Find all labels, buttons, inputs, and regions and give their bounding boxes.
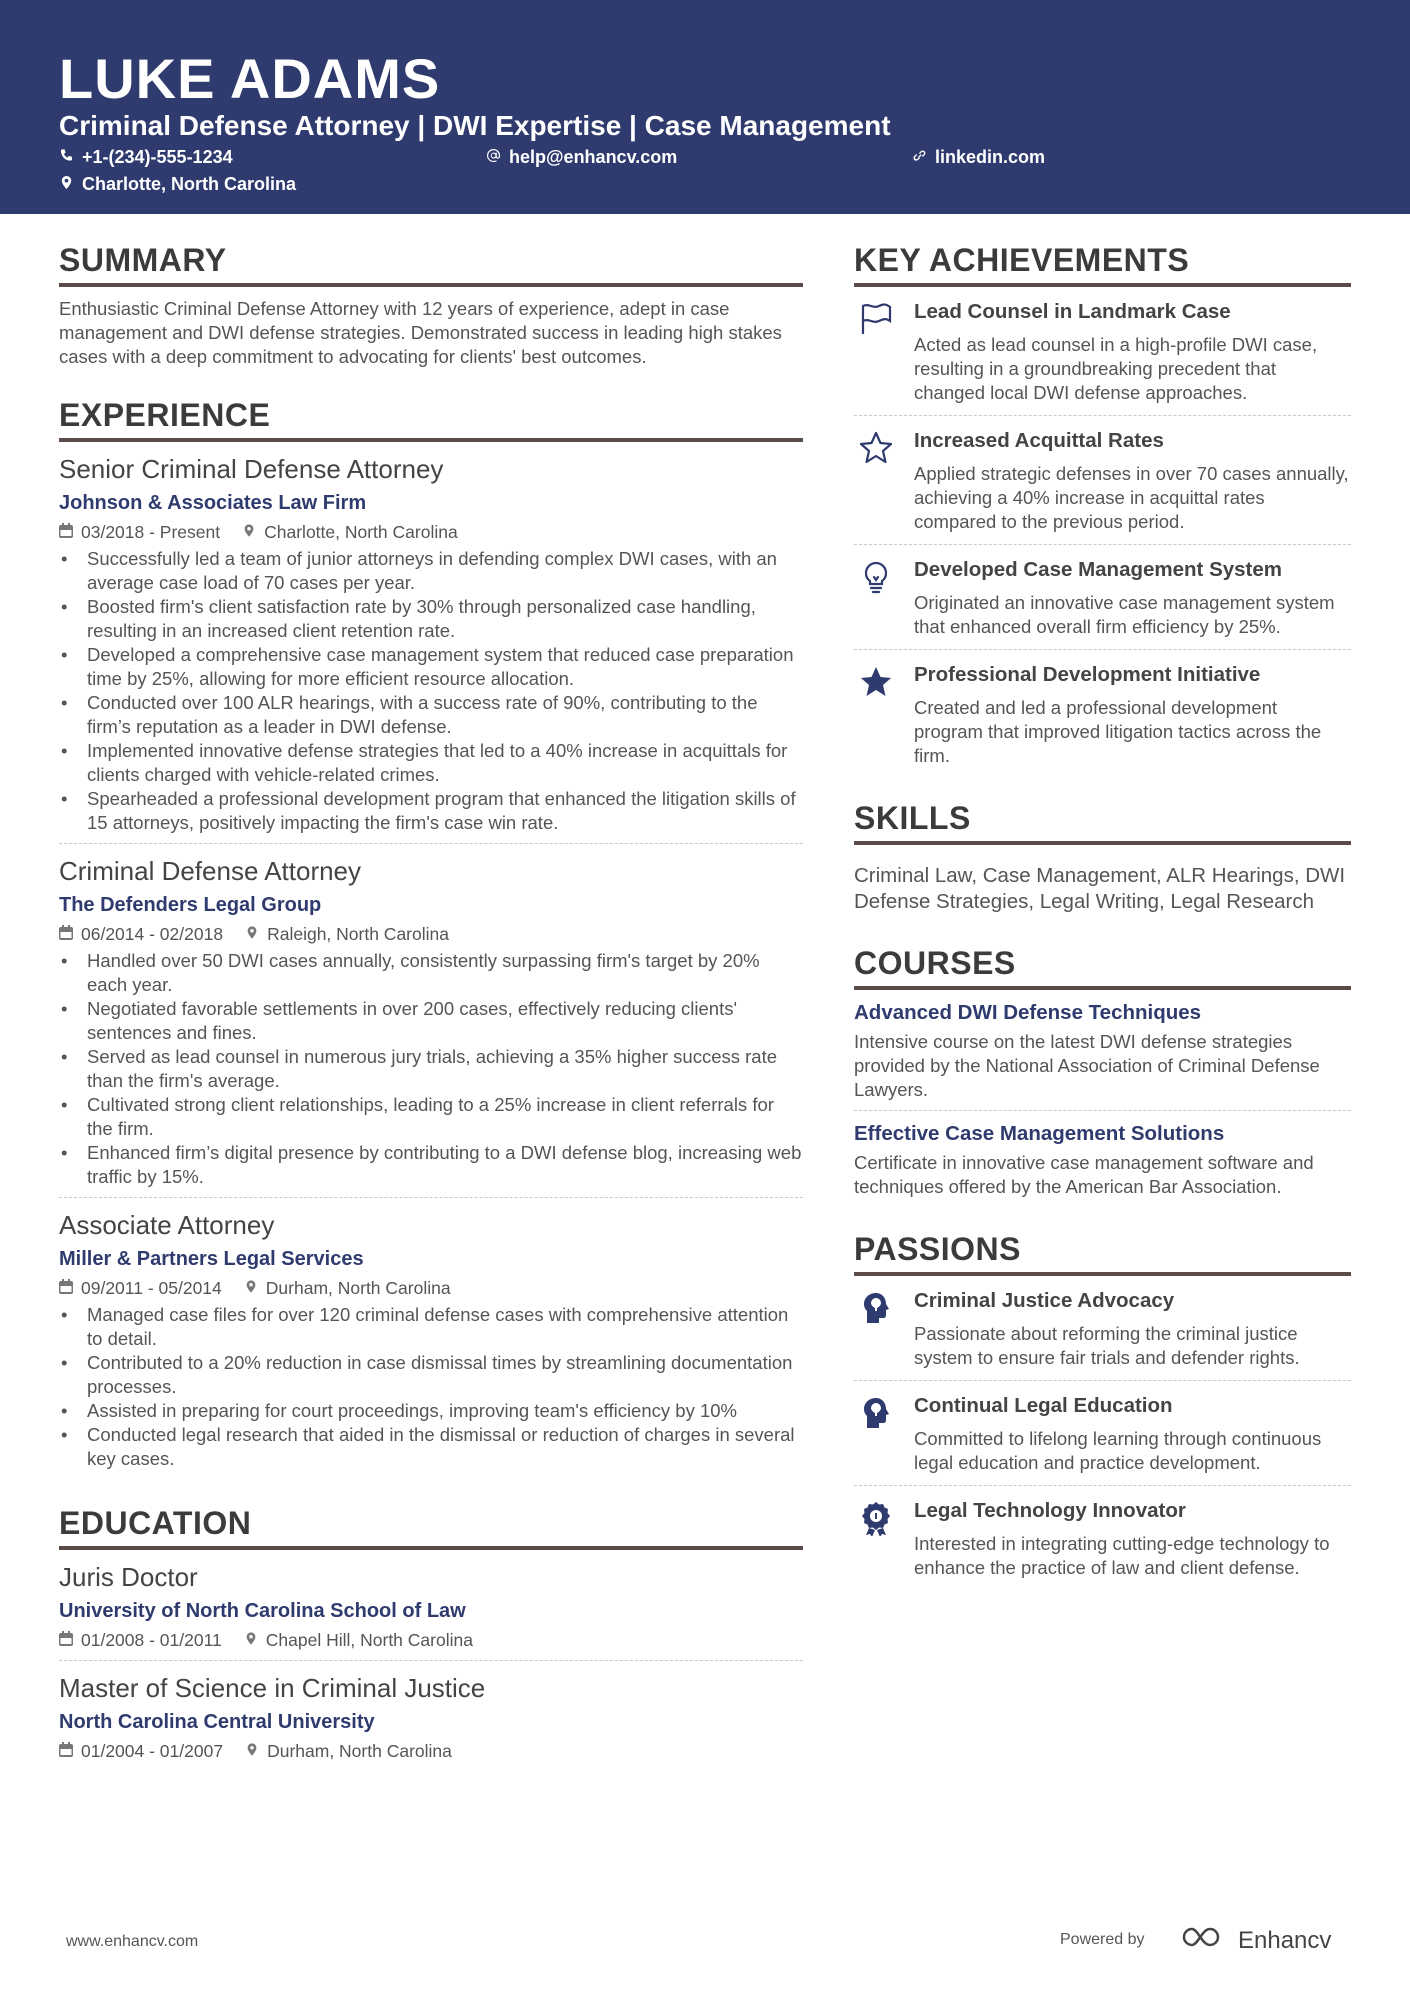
education-location-text: Chapel Hill, North Carolina: [265, 1630, 473, 1650]
lightbulb-icon: [854, 557, 914, 639]
star-filled-icon: [854, 662, 914, 768]
infinity-logo-icon: [1180, 1924, 1230, 1957]
bullet-item: • Implemented innovative defense strategies that led to a 40% increase in acquittals for clients charged with vehicle-related crimes.: [59, 739, 803, 787]
location-pin-icon: [244, 1628, 258, 1652]
award-ribbon-icon: [854, 1498, 914, 1580]
section-heading: SKILLS: [854, 800, 1351, 845]
passion-desc: Committed to lifelong learning through continuous legal education and practice development.: [914, 1428, 1322, 1473]
flag-icon: [854, 299, 914, 405]
brand-name: Enhancv: [1238, 1926, 1332, 1954]
calendar-icon: [59, 1276, 73, 1300]
section-heading: EXPERIENCE: [59, 397, 803, 442]
passion-title: Legal Technology Innovator: [914, 1499, 1186, 1522]
passion-item: [854, 1381, 1351, 1486]
job-role: Senior Criminal Defense Attorney: [59, 454, 444, 484]
passion-item: [854, 1486, 1351, 1590]
location-pin-icon: [59, 174, 74, 195]
passion-desc: Passionate about reforming the criminal justice system to ensure fair trials and defender rights.: [914, 1323, 1300, 1368]
achievement-title: Professional Development Initiative: [914, 663, 1261, 686]
job-location-text: Durham, North Carolina: [265, 1278, 451, 1298]
section-heading: COURSES: [854, 945, 1351, 990]
bullet-item: • Contributed to a 20% reduction in case dismissal times by streamlining documentation processes.: [59, 1351, 803, 1399]
achievements-section: [854, 242, 1351, 778]
bullet-item: • Conducted legal research that aided in the dismissal or reduction of charges in several key cases.: [59, 1423, 803, 1471]
job-dates: [59, 922, 223, 946]
contact-linkedin[interactable]: [912, 147, 1045, 168]
job-bullets: [59, 547, 803, 835]
education-location-text: Durham, North Carolina: [267, 1741, 452, 1761]
star-outline-icon: [854, 428, 914, 534]
achievement-title: Increased Acquittal Rates: [914, 429, 1164, 452]
head-idea-icon: [854, 1393, 914, 1475]
resume-header: [0, 0, 1410, 214]
bullet-item: • Managed case files for over 120 criminal defense cases with comprehensive attention to detail.: [59, 1303, 803, 1351]
education-entry: [59, 1550, 803, 1661]
achievement-item: [854, 416, 1351, 545]
bullet-item: • Assisted in preparing for court proceedings, improving team's efficiency by 10%: [59, 1399, 803, 1423]
email-text: help@enhancv.com: [509, 147, 678, 167]
job-role: Associate Attorney: [59, 1210, 275, 1240]
job-entry: [59, 442, 803, 844]
course-desc: Certificate in innovative case management software and techniques offered by the American Bar Association.: [854, 1152, 1314, 1197]
education-dates: [59, 1739, 223, 1763]
calendar-icon: [59, 922, 73, 946]
passion-title: Continual Legal Education: [914, 1394, 1173, 1417]
passions-section: [854, 1231, 1351, 1590]
candidate-title: Criminal Defense Attorney | DWI Expertise | Case Management: [59, 110, 891, 141]
achievement-item: [854, 287, 1351, 416]
bullet-item: • Negotiated favorable settlements in over 200 cases, effectively reducing clients' sentences and fines.: [59, 997, 803, 1045]
achievement-title: Lead Counsel in Landmark Case: [914, 300, 1231, 323]
section-heading: SUMMARY: [59, 242, 803, 287]
linkedin-text: linkedin.com: [935, 147, 1046, 167]
education-location: [244, 1628, 473, 1652]
education-entry: [59, 1661, 803, 1771]
experience-section: [59, 397, 803, 1479]
location-pin-icon: [244, 1276, 258, 1300]
section-heading: KEY ACHIEVEMENTS: [854, 242, 1351, 287]
degree: Master of Science in Criminal Justice: [59, 1673, 486, 1703]
footer-url[interactable]: www.enhancv.com: [66, 1933, 199, 1950]
job-dates-text: 09/2011 - 05/2014: [81, 1278, 222, 1298]
job-bullets: [59, 949, 803, 1189]
calendar-icon: [59, 520, 73, 544]
bullet-item: • Served as lead counsel in numerous jury trials, achieving a 35% higher success rate than the firm's average.: [59, 1045, 803, 1093]
school: North Carolina Central University: [59, 1711, 375, 1733]
section-heading: EDUCATION: [59, 1505, 803, 1550]
achievement-desc: Originated an innovative case management system that enhanced overall firm efficiency by 25%.: [914, 592, 1335, 637]
summary-text: Enthusiastic Criminal Defense Attorney with 12 years of experience, adept in case management and DWI defense strategies. Demonstrated success in leading high stakes cases with a deep commitment to advocating for clients' best outcomes.: [59, 298, 782, 367]
achievement-title: Developed Case Management System: [914, 558, 1282, 581]
enhancv-logo[interactable]: [1180, 1924, 1331, 1957]
education-dates-text: 01/2008 - 01/2011: [81, 1630, 222, 1650]
passion-title: Criminal Justice Advocacy: [914, 1289, 1175, 1312]
left-column: [59, 242, 803, 1799]
candidate-name: LUKE ADAMS: [59, 47, 441, 110]
bullet-item: • Spearheaded a professional development program that enhanced the litigation skills of 15 attorneys, positively impacting the firm's case win rate.: [59, 787, 803, 835]
achievement-desc: Acted as lead counsel in a high-profile DWI case, resulting in a groundbreaking precedent that changed local DWI defense approaches.: [914, 334, 1318, 403]
education-meta: [59, 1628, 803, 1652]
job-role: Criminal Defense Attorney: [59, 856, 362, 886]
job-bullets: [59, 1303, 803, 1471]
job-company: Johnson & Associates Law Firm: [59, 492, 367, 514]
link-icon: [912, 147, 927, 168]
achievement-item: [854, 650, 1351, 778]
bullet-item: • Developed a comprehensive case management system that reduced case preparation time by 25%, allowing for more efficient resource allocation.: [59, 643, 803, 691]
passion-desc: Interested in integrating cutting-edge technology to enhance the practice of law and client defense.: [914, 1533, 1330, 1578]
job-dates-text: 03/2018 - Present: [81, 522, 221, 542]
contact-location: [59, 174, 296, 195]
education-dates-text: 01/2004 - 01/2007: [81, 1741, 224, 1761]
education-dates: [59, 1628, 222, 1652]
head-idea-icon: [854, 1288, 914, 1370]
bullet-item: • Handled over 50 DWI cases annually, consistently surpassing firm's target by 20% each year.: [59, 949, 803, 997]
course-desc: Intensive course on the latest DWI defense strategies provided by the National Association of Criminal Defense Lawyers.: [854, 1031, 1320, 1100]
job-entry: [59, 844, 803, 1198]
job-dates: [59, 1276, 222, 1300]
job-company: The Defenders Legal Group: [59, 894, 322, 916]
achievement-desc: Created and led a professional development program that improved litigation tactics across the firm.: [914, 697, 1322, 766]
job-meta: [59, 922, 803, 946]
job-location-text: Raleigh, North Carolina: [267, 924, 449, 944]
location-pin-icon: [245, 1739, 259, 1763]
school: University of North Carolina School of Law: [59, 1600, 466, 1622]
location-pin-icon: [242, 520, 256, 544]
phone-text: +1-(234)-555-1234: [82, 147, 233, 167]
passion-item: [854, 1276, 1351, 1381]
job-location: [245, 922, 449, 946]
education-location: [245, 1739, 452, 1763]
location-text: Charlotte, North Carolina: [82, 174, 297, 194]
calendar-icon: [59, 1739, 73, 1763]
location-pin-icon: [245, 922, 259, 946]
degree: Juris Doctor: [59, 1562, 198, 1592]
achievement-item: [854, 545, 1351, 650]
job-location: [242, 520, 458, 544]
course-item: [854, 990, 1351, 1111]
job-dates: [59, 520, 220, 544]
job-meta: [59, 520, 803, 544]
job-location: [244, 1276, 451, 1300]
achievement-desc: Applied strategic defenses in over 70 cases annually, achieving a 40% increase in acquittal rates compared to the previous period.: [914, 463, 1349, 532]
skills-section: [854, 800, 1351, 915]
bullet-item: • Conducted over 100 ALR hearings, with a success rate of 90%, contributing to the firm’s reputation as a leader in DWI defense.: [59, 691, 803, 739]
contact-phone[interactable]: [59, 147, 233, 168]
education-meta: [59, 1739, 803, 1763]
job-meta: [59, 1276, 803, 1300]
job-dates-text: 06/2014 - 02/2018: [81, 924, 224, 944]
course-item: [854, 1111, 1351, 1207]
contact-email[interactable]: [486, 147, 677, 168]
job-location-text: Charlotte, North Carolina: [264, 522, 458, 542]
summary-section: [59, 242, 803, 369]
at-icon: [486, 147, 501, 168]
courses-section: [854, 945, 1351, 1207]
course-title: Advanced DWI Defense Techniques: [854, 1001, 1202, 1024]
bullet-item: • Successfully led a team of junior attorneys in defending complex DWI cases, with an average case load of 70 cases per year.: [59, 547, 803, 595]
skills-text: Criminal Law, Case Management, ALR Hearings, DWI Defense Strategies, Legal Writing, Legal Research: [854, 864, 1346, 913]
calendar-icon: [59, 1628, 73, 1652]
education-section: [59, 1505, 803, 1771]
bullet-item: • Enhanced firm’s digital presence by contributing to a DWI defense blog, increasing web traffic by 15%.: [59, 1141, 803, 1189]
right-column: [854, 242, 1351, 1618]
powered-by-label: Powered by: [1060, 1931, 1145, 1948]
bullet-item: • Boosted firm's client satisfaction rate by 30% through personalized case handling, resulting in an increased client retention rate.: [59, 595, 803, 643]
job-entry: [59, 1198, 803, 1479]
bullet-item: • Cultivated strong client relationships, leading to a 25% increase in client referrals for the firm.: [59, 1093, 803, 1141]
phone-icon: [59, 147, 74, 168]
section-heading: PASSIONS: [854, 1231, 1351, 1276]
job-company: Miller & Partners Legal Services: [59, 1248, 364, 1270]
course-title: Effective Case Management Solutions: [854, 1122, 1225, 1145]
